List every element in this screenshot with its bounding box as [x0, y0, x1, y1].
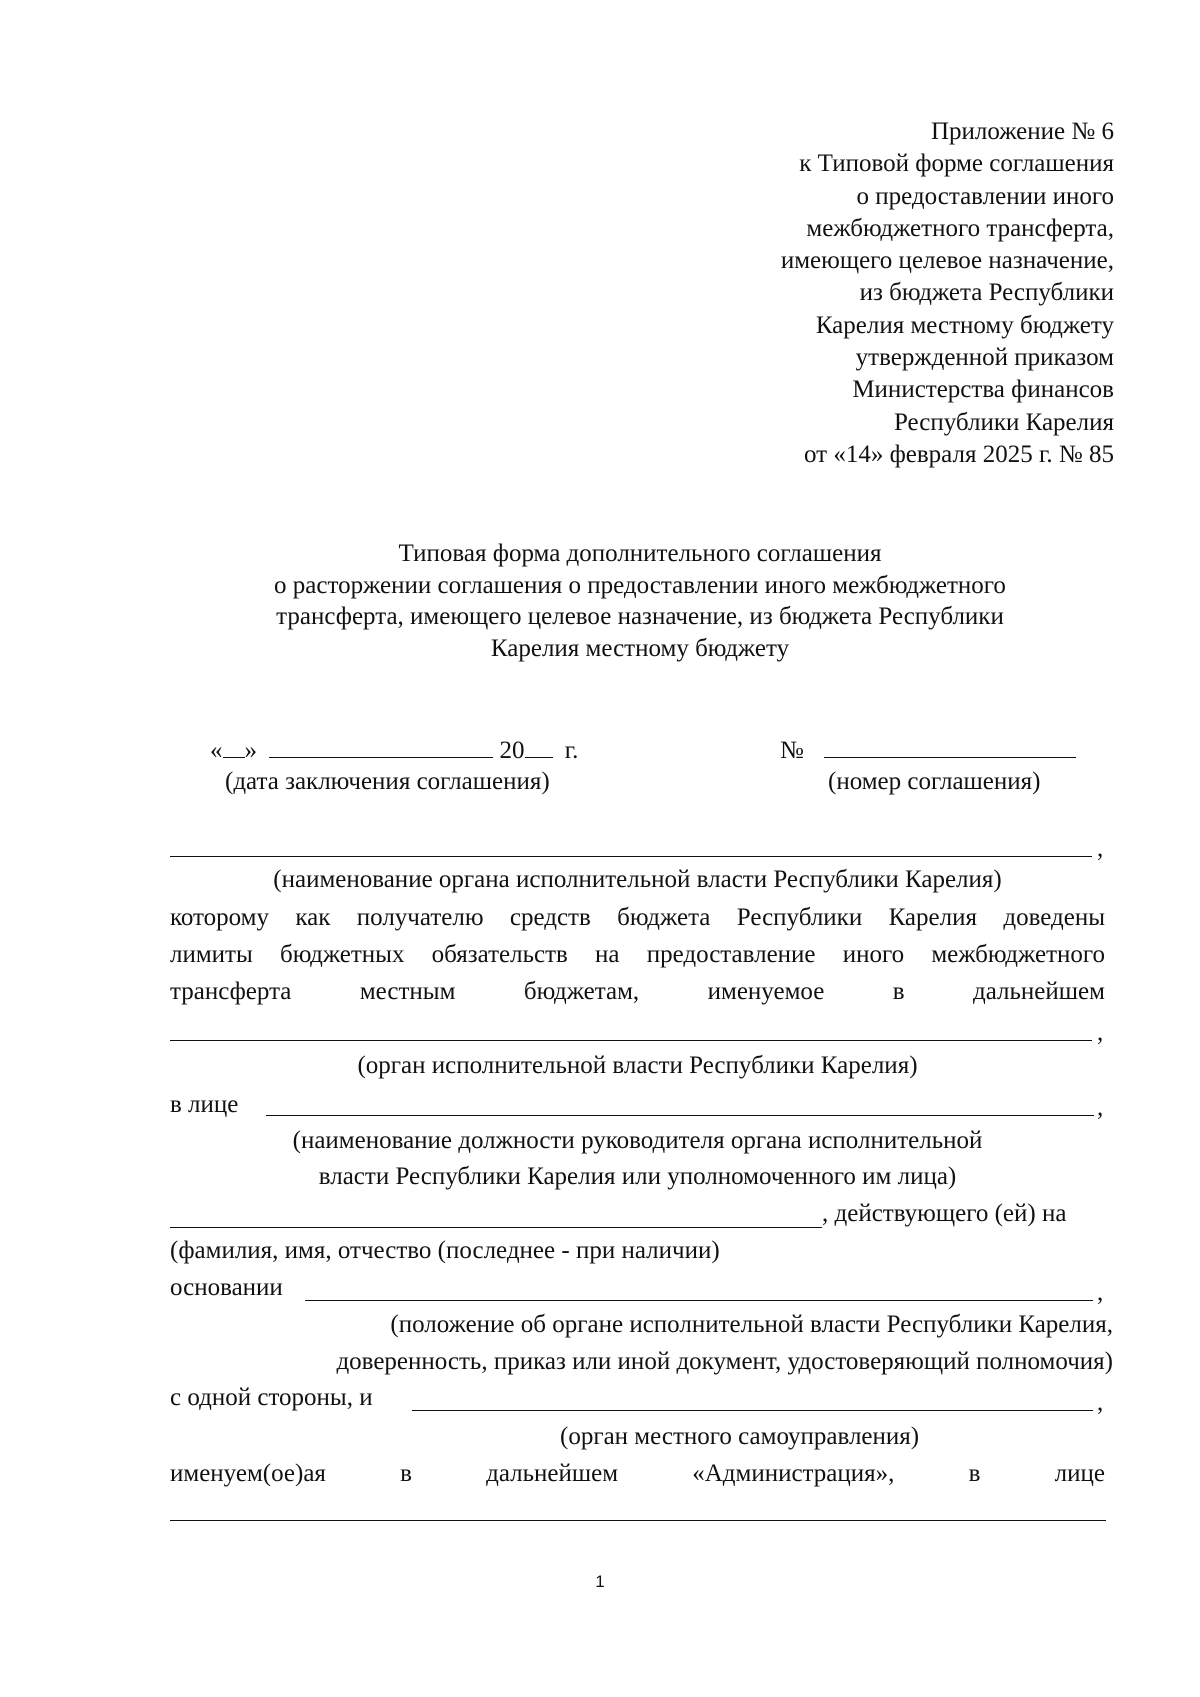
paragraph-line: [170, 978, 1105, 1006]
word: дальнейшем: [973, 978, 1105, 1005]
fio-blank[interactable]: [170, 1227, 822, 1228]
number-blank[interactable]: [824, 733, 1076, 758]
date-caption: (дата заключения соглашения): [225, 768, 550, 795]
paragraph-line: [170, 904, 1105, 932]
comma: ,: [1097, 1019, 1104, 1046]
title-line: Карелия местному бюджету: [490, 634, 790, 662]
word: в: [400, 1460, 412, 1487]
comma: ,: [1097, 1389, 1104, 1416]
agreement-number-field[interactable]: [780, 733, 1076, 765]
word: в: [968, 1460, 981, 1487]
local-gov-blank[interactable]: [412, 1410, 1093, 1411]
year-blank[interactable]: [525, 733, 553, 758]
one-side-label: с одной стороны, и: [170, 1384, 373, 1411]
named-line: [170, 1460, 1105, 1488]
authority-blank[interactable]: [170, 1040, 1092, 1041]
appendix-line: межбюджетного трансферта,: [806, 214, 1114, 242]
form-title: [170, 538, 1110, 664]
word: именуем(ое)ая: [170, 1460, 326, 1487]
word: трансферта: [170, 978, 292, 1005]
caption-basis-line2: доверенность, приказ или иной документ, удостоверяющий полномочия): [336, 1348, 1113, 1375]
word: дальнейшем: [486, 1460, 619, 1487]
caption-authority: (орган исполнительной власти Республики Карелия): [357, 1052, 918, 1079]
word: лице: [1054, 1460, 1105, 1487]
appendix-line: Министерства финансов: [852, 376, 1114, 404]
appendix-line: Республики Карелия: [893, 408, 1114, 436]
word: «Администрация»,: [692, 1460, 895, 1487]
appendix-line: о предоставлении иного: [856, 182, 1114, 210]
representative-blank[interactable]: [170, 1520, 1106, 1521]
comma: ,: [1097, 1279, 1104, 1306]
word: местным: [359, 978, 456, 1005]
number-caption: (номер соглашения): [828, 768, 1041, 795]
title-line: Типовая форма дополнительного соглашения: [398, 540, 882, 567]
caption-position-line1: (наименование должности руководителя органа исполнительной: [292, 1127, 983, 1154]
year-suffix: г.: [564, 737, 579, 764]
in-person-label: в лице: [170, 1091, 239, 1118]
page-number: 1: [595, 1572, 605, 1591]
word: именуемое: [707, 978, 825, 1005]
day-blank[interactable]: [223, 733, 245, 758]
word: в: [892, 978, 905, 1005]
appendix-line: из бюджета Республики: [859, 279, 1114, 307]
caption-authority-name: (наименование органа исполнительной власти Республики Карелия): [273, 866, 1002, 893]
position-blank[interactable]: [266, 1115, 1094, 1116]
authority-name-blank[interactable]: [170, 856, 1092, 857]
word: бюджетам,: [523, 978, 640, 1005]
agreement-date-field[interactable]: [210, 733, 578, 765]
appendix-header: [781, 116, 1114, 471]
appendix-line: имеющего целевое назначение,: [780, 247, 1114, 275]
appendix-line: от «14» февраля 2025 г. № 85: [803, 440, 1114, 468]
appendix-line: Карелия местному бюджету: [815, 311, 1114, 339]
month-blank[interactable]: [269, 733, 493, 758]
paragraph-text: лимиты бюджетных обязательств на предоставление иного межбюджетного: [170, 941, 1105, 968]
basis-blank[interactable]: [305, 1300, 1093, 1301]
basis-label: основании: [170, 1274, 283, 1301]
paragraph-line: [170, 941, 1105, 969]
comma: ,: [1097, 1094, 1104, 1121]
date-close-quote: »: [244, 737, 257, 764]
title-line: трансферта, имеющего целевое назначение, из бюджета Республики: [276, 603, 1004, 630]
appendix-line: утвержденной приказом: [855, 344, 1114, 372]
caption-fio: (фамилия, имя, отчество (последнее - при наличии): [170, 1237, 720, 1264]
comma: ,: [1097, 835, 1104, 862]
acting-text: , действующего (ей) на: [822, 1200, 1067, 1227]
caption-local-gov: (орган местного самоуправления): [560, 1423, 920, 1450]
appendix-line: к Типовой форме соглашения: [799, 150, 1114, 178]
caption-basis-line1: (положение об органе исполнительной власти Республики Карелия,: [390, 1311, 1113, 1338]
title-line: о расторжении соглашения о предоставлении иного межбюджетного: [274, 571, 1006, 599]
appendix-line: Приложение № 6: [930, 118, 1114, 145]
date-open-quote: «: [210, 737, 223, 764]
number-sign: №: [780, 737, 804, 764]
paragraph-text: которому как получателю средств бюджета Республики Карелия доведены: [170, 904, 1105, 931]
caption-position-line2: власти Республики Карелия или уполномоченного им лица): [318, 1163, 957, 1190]
year-prefix: 20: [499, 737, 525, 764]
